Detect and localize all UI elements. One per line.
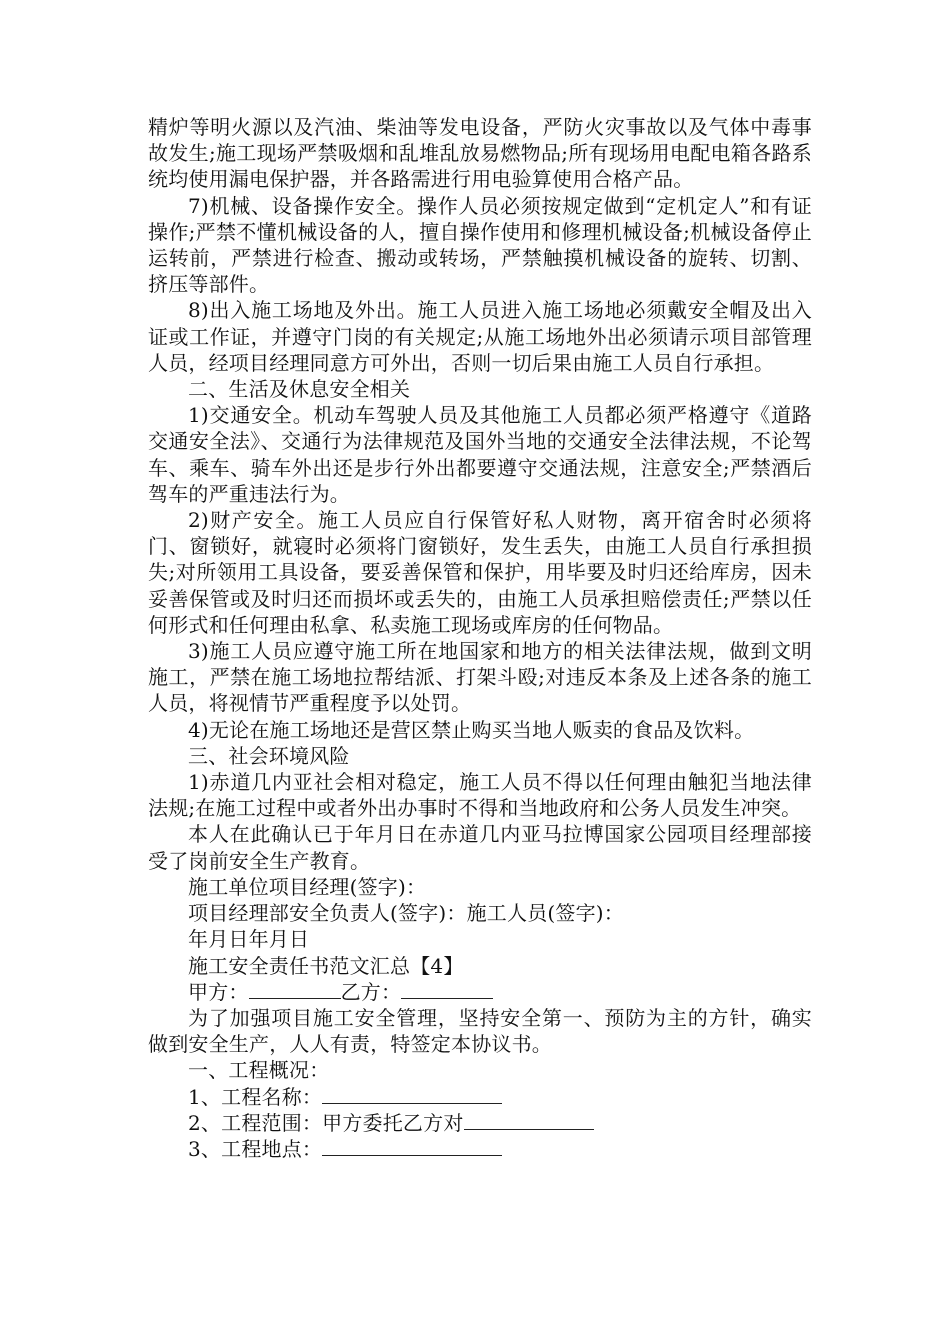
project-scope-value: 甲方委托乙方对 xyxy=(322,1110,464,1135)
field-project-location xyxy=(148,1136,812,1162)
project-scope-blank xyxy=(464,1111,594,1130)
party-a-blank xyxy=(249,980,341,999)
paragraph-fire-safety: 精炉等明火源以及汽油、柴油等发电设备，严防火灾事故以及气体中毒事故发生;施工现场严禁吸烟和乱堆乱放易燃物品;所有现场用电配电箱各路系统均使用漏电保护器，并各路需进行用电验算使用合格产品。 xyxy=(148,115,812,192)
paragraph-machine-safety: 7)机械、设备操作安全。操作人员必须按规定做到“定机定人”和有证操作;严禁不懂机械设备的人，擅自操作使用和修理机械设备;机械设备停止运转前，严禁进行检查、搬动或转场，严禁触摸机械设备的旋转、切割、挤压等部件。 xyxy=(148,193,812,297)
paragraph-law-compliance: 3)施工人员应遵守施工所在地国家和地方的相关法律法规，做到文明施工，严禁在施工场地拉帮结派、打架斗殴;对违反本条及上述各条的施工人员，将视情节严重程度予以处罚。 xyxy=(148,639,812,716)
paragraph-site-access: 8)出入施工场地及外出。施工人员进入施工场地必须戴安全帽及出入证或工作证，并遵守门岗的有关规定;从施工场地外出必须请示项目部管理人员，经项目经理同意方可外出，否则一切后果由施工人员自行承担。 xyxy=(148,298,812,375)
heading-project-overview: 一、工程概况： xyxy=(188,1058,330,1083)
project-location-blank xyxy=(322,1137,502,1156)
field-project-name xyxy=(148,1084,812,1110)
paragraph-social-stability: 1)赤道几内亚社会相对稳定，施工人员不得以任何理由触犯当地法律法规;在施工过程中或者外出办事时不得和当地政府和公务人员发生冲突。 xyxy=(148,770,812,821)
party-b-label: 乙方： xyxy=(340,979,402,1004)
paragraph-property-safety: 2)财产安全。施工人员应自行保管好私人财物，离开宿舍时必须将门、窗锁好，就寝时必须将门窗锁好，发生丢失，由施工人员自行承担损失;对所领用工具设备，要妥善保管和保护，用毕要及时归还给库房，因未妥善保管或及时归还而损坏或丢失的，由施工人员承担赔偿责任;严禁以任何形式和任何理由私拿、私卖施工现场或库房的任何物品。 xyxy=(148,508,812,637)
project-scope-label: 2、工程范围： xyxy=(188,1110,323,1135)
project-location-label: 3、工程地点： xyxy=(188,1136,323,1161)
paragraph-traffic-safety: 1)交通安全。机动车驾驶人员及其他施工人员都必须严格遵守《道路交通安全法》、交通行为法律规范及国外当地的交通安全法律法规，不论驾车、乘车、骑车外出还是步行外出都要遵守交通法规，注意安全;严禁酒后驾车的严重违法行为。 xyxy=(148,403,812,506)
party-b-blank xyxy=(401,980,493,999)
heading-social-risk: 三、社会环境风险 xyxy=(188,743,350,768)
project-name-blank xyxy=(322,1085,502,1104)
party-a-label: 甲方： xyxy=(188,979,249,1004)
paragraph-food-rule: 4)无论在施工场地还是营区禁止购买当地人贩卖的食品及饮料。 xyxy=(188,717,755,742)
heading-living-safety: 二、生活及休息安全相关 xyxy=(188,377,411,402)
document-page xyxy=(148,114,812,1162)
signature-safety-officer: 项目经理部安全负责人(签字)：施工人员(签字)： xyxy=(188,901,625,926)
field-project-scope xyxy=(148,1110,812,1136)
section-title: 施工安全责任书范文汇总【4】 xyxy=(188,953,464,978)
paragraph-confirmation: 本人在此确认已于年月日在赤道几内亚马拉博国家公园项目经理部接受了岗前安全生产教育。 xyxy=(148,822,812,873)
signature-project-manager: 施工单位项目经理(签字)： xyxy=(188,874,427,899)
signature-dates: 年月日年月日 xyxy=(188,927,310,952)
parties-line xyxy=(148,979,812,1005)
project-name-label: 1、工程名称： xyxy=(188,1084,323,1109)
agreement-intro: 为了加强项目施工安全管理，坚持安全第一、预防为主的方针，确实做到安全生产，人人有责，特签定本协议书。 xyxy=(148,1005,812,1057)
